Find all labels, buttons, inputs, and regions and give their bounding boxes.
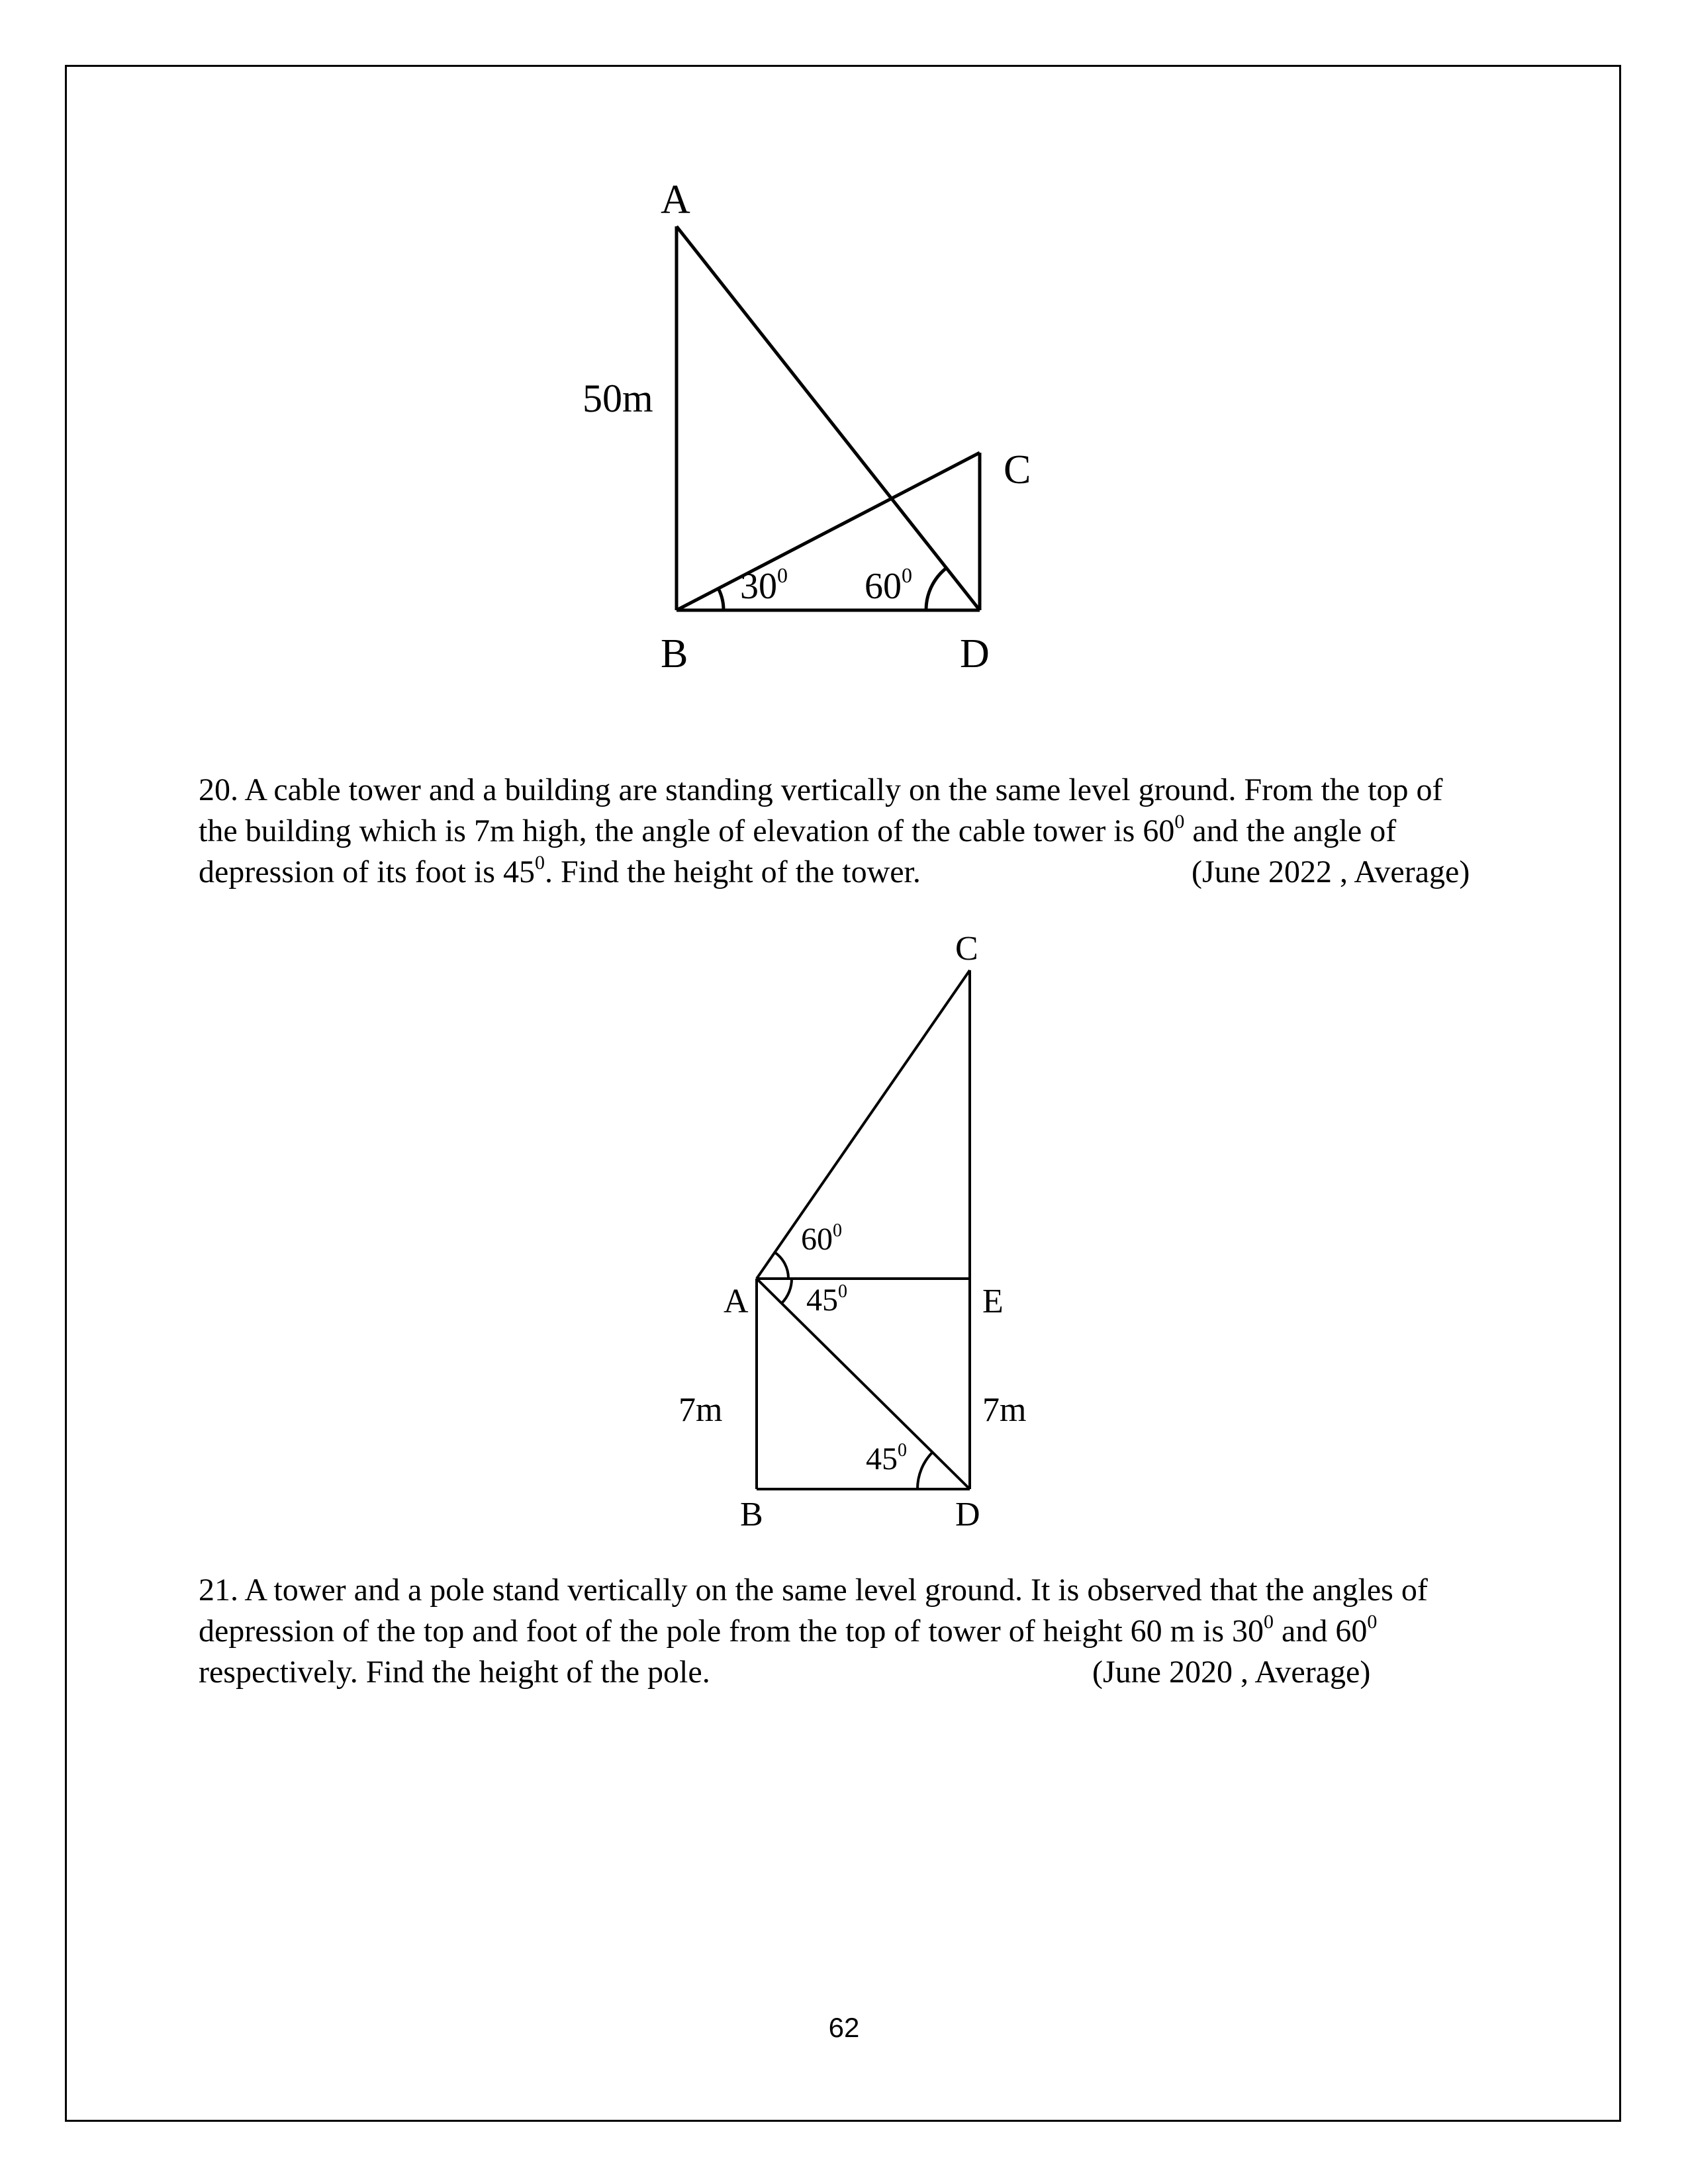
fig1-line-BC <box>677 453 980 610</box>
fig2-label-7m-right: 7m <box>982 1391 1027 1429</box>
question-20 <box>199 770 1536 893</box>
q21-line-2: depression of the top and foot of the pole from the top of tower of height 60 m is $30^0$ and $60^0$ <box>199 1611 1378 1649</box>
fig2-vertex-D: D <box>955 1496 980 1533</box>
fig1-vertex-A: A <box>661 177 690 222</box>
fig2-vertex-E: E <box>982 1283 1004 1320</box>
q20-line-2: the building which is 7m high, the angle of elevation of the cable tower is $60^0$ and the angle of <box>199 811 1397 848</box>
q21-source: (June 2020 , Average) <box>1092 1655 1371 1690</box>
fig2-angle-arc-60 <box>774 1252 788 1279</box>
fig1-vertex-B: B <box>661 631 688 676</box>
page-number: 62 <box>828 2012 860 2043</box>
fig2-vertex-C: C <box>955 930 978 968</box>
fig1-angle-D-label: $60^0$ <box>865 563 912 607</box>
figure-1-diagram <box>0 0 1688 741</box>
q21-line-3: respectively. Find the height of the pole. (June 2020 , Average) <box>199 1652 1536 1693</box>
fig1-angle-arc-B <box>718 588 724 610</box>
fig1-vertex-D: D <box>960 631 990 676</box>
fig2-angle-arc-45-D <box>917 1452 933 1489</box>
fig2-line-AC <box>757 970 970 1279</box>
question-21 <box>199 1570 1536 1693</box>
fig1-line-AD <box>677 226 980 610</box>
fig2-angle-arc-45-A <box>782 1279 792 1303</box>
q21-line-1: 21. A tower and a pole stand vertically on the same level ground. It is observed that the angles of <box>199 1572 1428 1608</box>
fig2-label-7m-left: 7m <box>679 1391 723 1429</box>
fig1-angle-arc-D <box>926 568 947 610</box>
fig1-angle-B-label: $30^0$ <box>740 563 788 607</box>
fig2-angle-45D-label: $45^0$ <box>866 1440 907 1477</box>
figure-2-diagram <box>0 913 1688 1535</box>
fig1-vertex-C: C <box>1004 447 1031 492</box>
q20-line-1: 20. A cable tower and a building are standing vertically on the same level ground. From the top of <box>199 772 1443 807</box>
fig2-angle-60-label: $60^0$ <box>801 1220 842 1257</box>
fig2-angle-45A-label: $45^0$ <box>806 1281 847 1318</box>
fig2-vertex-B: B <box>740 1496 763 1533</box>
fig2-line-AD <box>757 1279 970 1489</box>
q20-line-3: depression of its foot is $45^0$. Find the height of the tower. (June 2022 , Average) <box>199 852 1536 893</box>
fig2-vertex-A: A <box>724 1283 749 1320</box>
fig1-label-50m: 50m <box>583 377 653 420</box>
q20-source: (June 2022 , Average) <box>1192 854 1470 889</box>
